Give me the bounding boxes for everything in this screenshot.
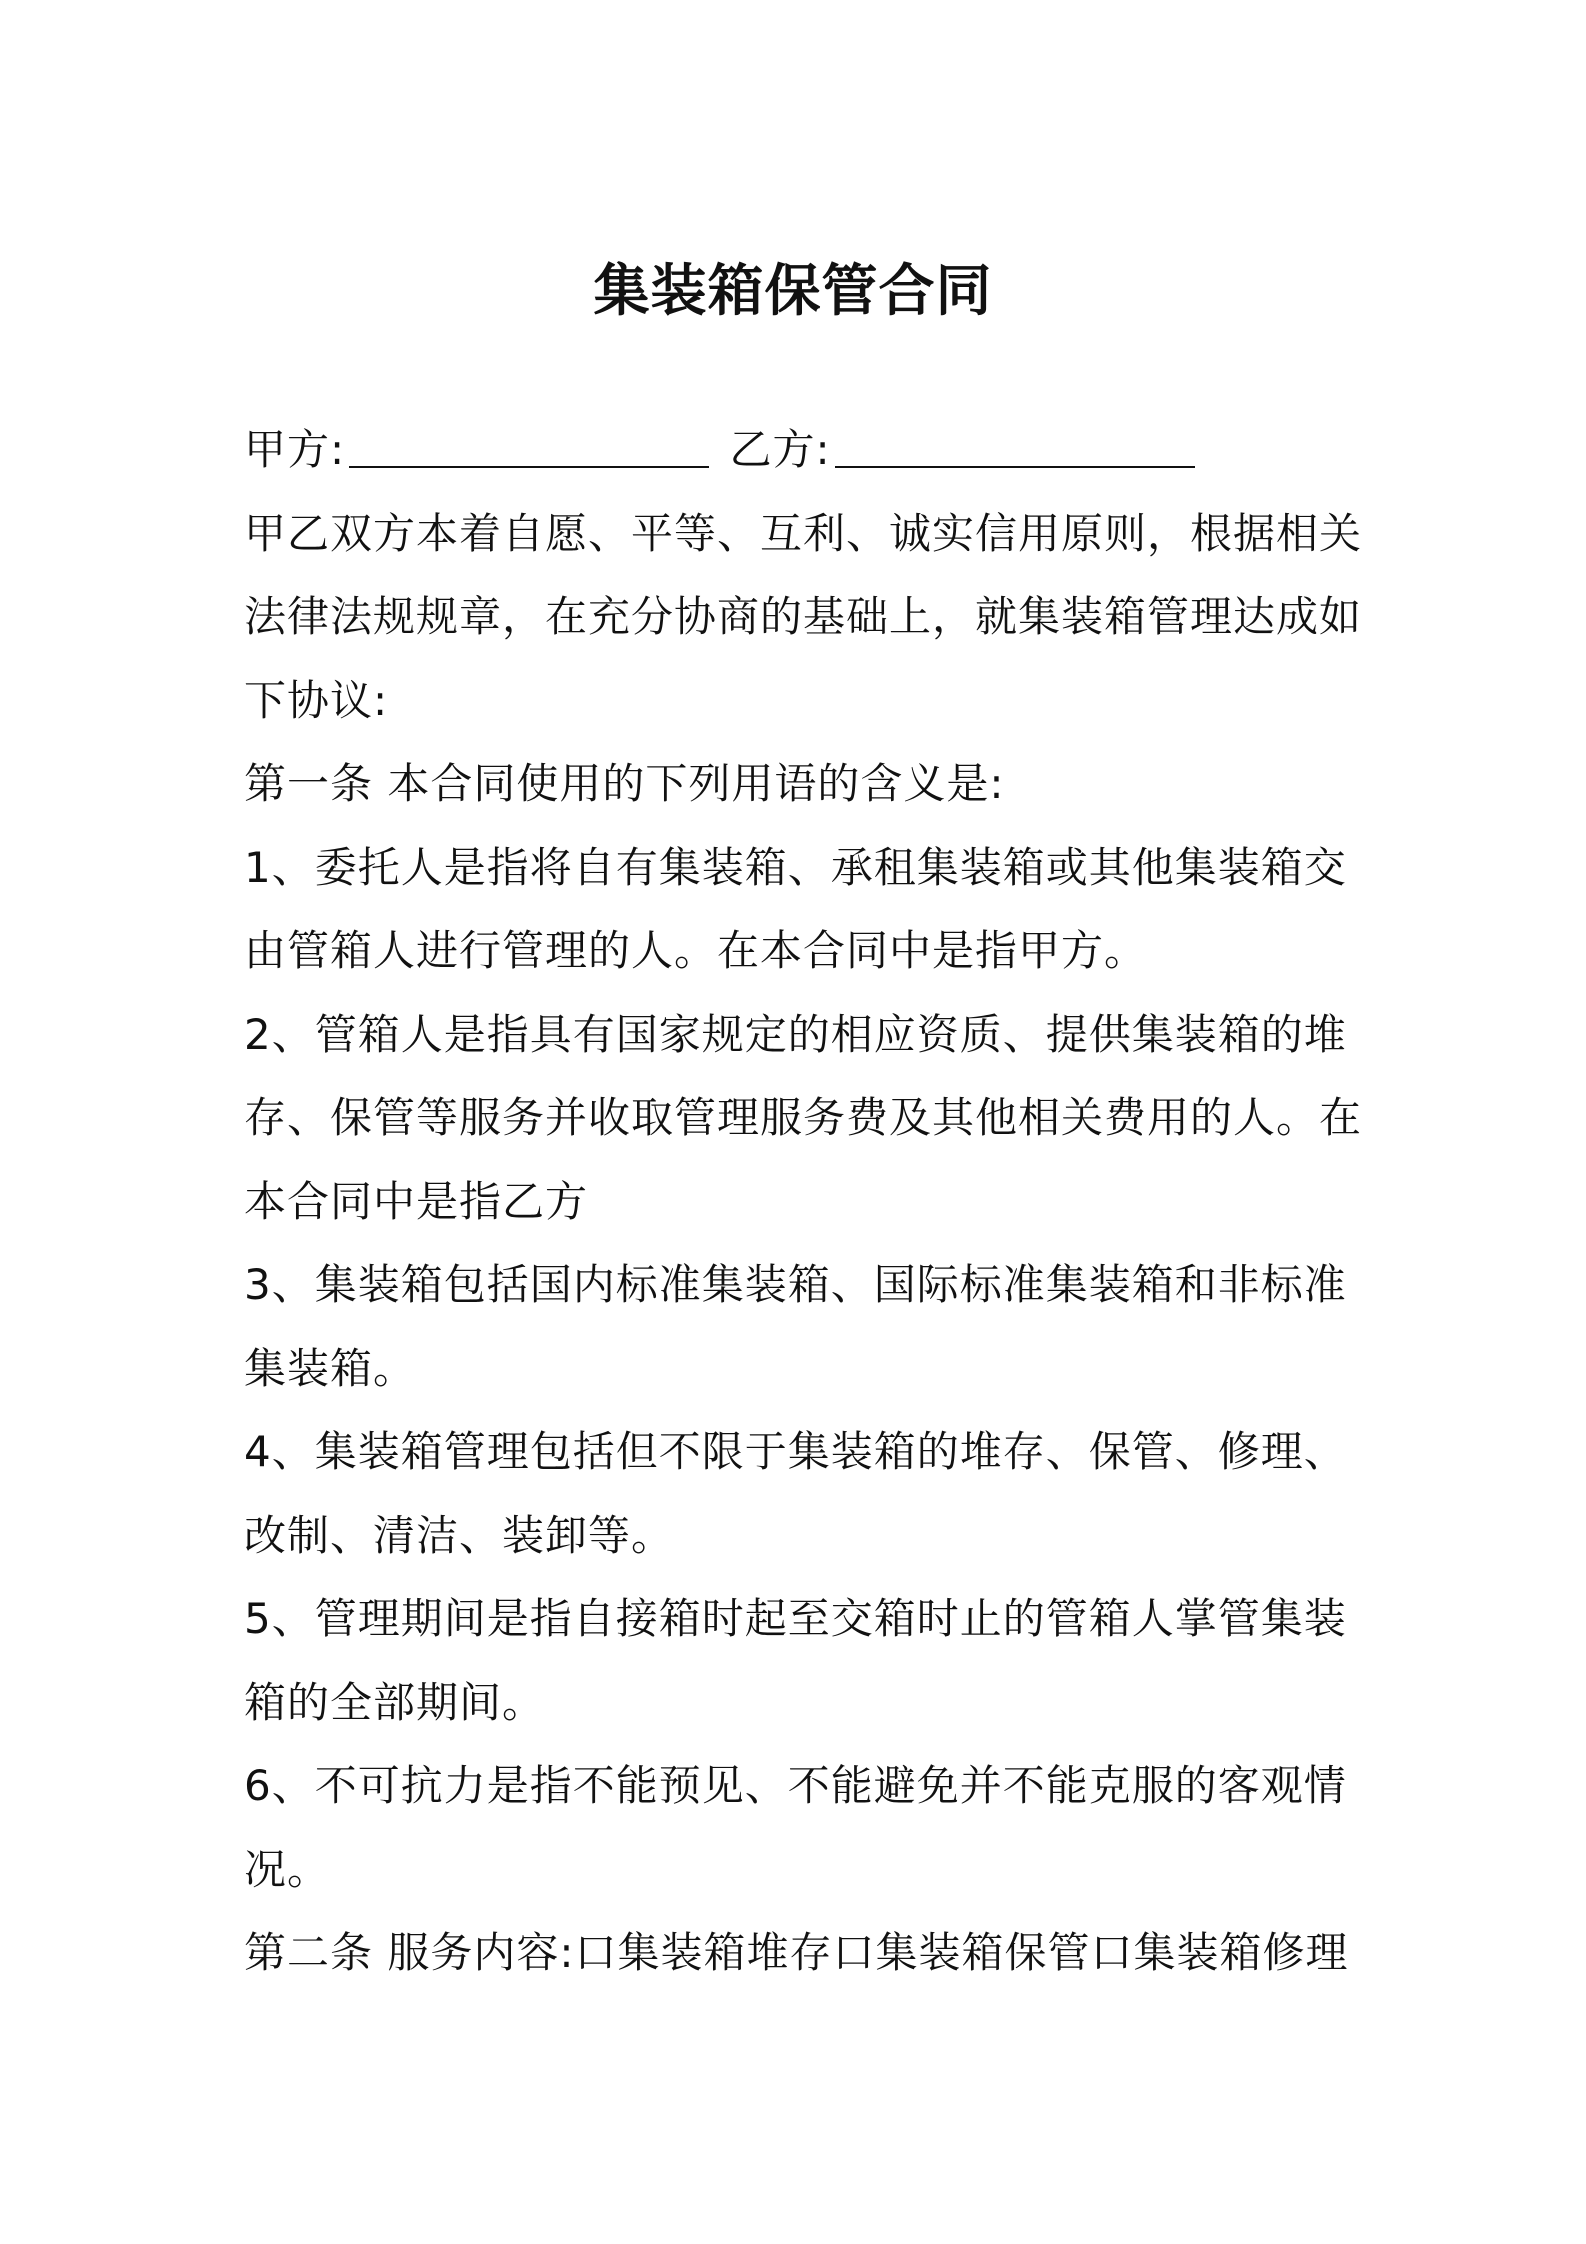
clause-line: 集装箱。 xyxy=(244,1343,417,1393)
party-b-blank xyxy=(835,426,1195,468)
clause-line: 2、管箱人是指具有国家规定的相应资质、提供集装箱的堆 xyxy=(244,1009,1347,1059)
clause-line: 改制、清洁、装卸等。 xyxy=(244,1510,675,1560)
clause-line: 箱的全部期间。 xyxy=(244,1677,546,1727)
document-title: 集装箱保管合同 xyxy=(593,259,993,324)
parties-line xyxy=(244,408,1364,492)
party-a-blank xyxy=(349,426,709,468)
clause-line: 5、管理期间是指自接箱时起至交箱时止的管箱人掌管集装 xyxy=(244,1594,1347,1643)
clause-line: 本合同中是指乙方 xyxy=(244,1176,589,1226)
paragraph-line: 法律法规规章，在充分协商的基础上，就集装箱管理达成如 xyxy=(244,592,1363,641)
party-a-label: 甲方: xyxy=(244,425,346,474)
clause-line: 6、不可抗力是指不能预见、不能避免并不能克服的客观情 xyxy=(244,1761,1347,1810)
paragraph-line: 甲乙双方本着自愿、平等、互利、诚实信用原则，根据相关 xyxy=(244,508,1363,558)
clause-line: 由管箱人进行管理的人。在本合同中是指甲方。 xyxy=(244,926,1148,975)
article-heading: 第一条 本合同使用的下列用语的含义是: xyxy=(244,759,1005,808)
article-heading: 第二条 服务内容:口集装箱堆存口集装箱保管口集装箱修理 xyxy=(244,1928,1349,1977)
clause-line: 况。 xyxy=(244,1844,331,1894)
party-b-label: 乙方: xyxy=(729,425,831,474)
clause-line: 存、保管等服务并收取管理服务费及其他相关费用的人。在 xyxy=(244,1093,1363,1142)
clause-line: 4、集装箱管理包括但不限于集装箱的堆存、保管、修理、 xyxy=(244,1427,1347,1476)
clause-line: 1、委托人是指将自有集装箱、承租集装箱或其他集装箱交 xyxy=(244,842,1347,892)
document-body xyxy=(244,408,1364,1995)
paragraph-line: 下协议: xyxy=(244,675,389,725)
clause-line: 3、集装箱包括国内标准集装箱、国际标准集装箱和非标准 xyxy=(244,1260,1347,1309)
